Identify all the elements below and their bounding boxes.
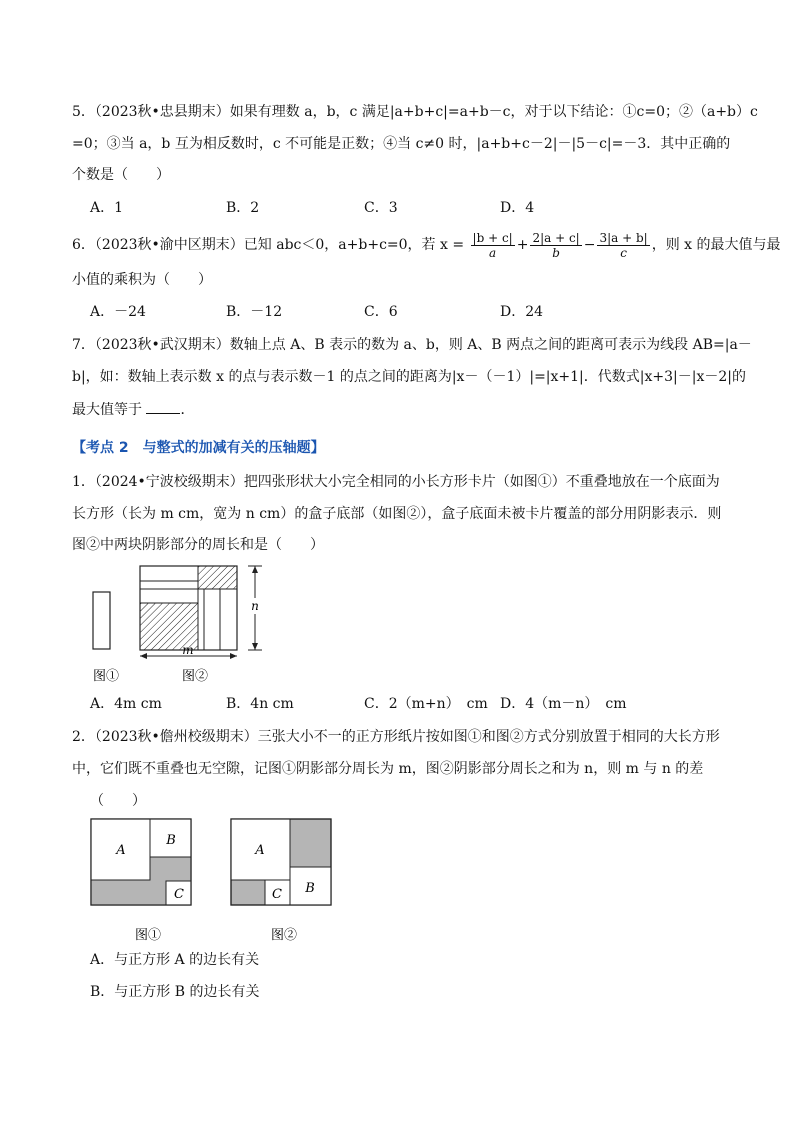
q5-option-d[interactable]: D．4 xyxy=(500,200,535,216)
p2-fig2-caption: 图② xyxy=(270,928,298,943)
q6-line-2: 小值的乘积为（ ） xyxy=(72,272,212,288)
p1-figure xyxy=(80,558,280,690)
p1-line-2: 长方形（长为 m cm，宽为 n cm）的盒子底部（如图②），盒子底面未被卡片覆盖的部分用阴影表示．则 xyxy=(72,506,722,522)
p1-card-rect xyxy=(93,592,110,649)
p2-fig1-label-a: A xyxy=(116,843,126,858)
q5-line-1: 5．（2023秋•忠县期末）如果有理数 a，b，c 满足|a+b+c|=a+b－c，对于以下结论：①c=0；②（a+b）c xyxy=(72,104,758,120)
q6-plus-sign: + xyxy=(516,237,529,253)
p1-option-a[interactable]: A．4m cm xyxy=(90,696,162,712)
p2-option-a[interactable]: A．与正方形 A 的边长有关 xyxy=(90,952,260,968)
q7-line-2: b|，如：数轴上表示数 x 的点与表示数－1 的点之间的距离为|x－（－1）|=|x+1|．代数式|x+3|－|x－2|的 xyxy=(72,369,746,385)
q7-answer-blank[interactable] xyxy=(146,399,180,414)
p1-option-c[interactable]: C．2（m+n） cm xyxy=(364,696,488,712)
p2-line-2: 中，它们既不重叠也无空隙，记图①阴影部分周长为 m，图②阴影部分周长之和为 n，则 m 与 n 的差 xyxy=(72,761,704,777)
p1-fig2-caption: 图② xyxy=(182,669,209,684)
p1-line-1: 1．（2024•宁波校级期末）把四张形状大小完全相同的小长方形卡片（如图①）不重叠地放在一个底面为 xyxy=(72,474,720,490)
p1-option-b[interactable]: B．4n cm xyxy=(226,696,294,712)
p1-label-m: m xyxy=(182,643,194,657)
p1-line-3: 图②中两块阴影部分的周长和是（ ） xyxy=(72,537,324,553)
p2-fig2-label-b: B xyxy=(305,881,315,896)
p2-fig2-label-a: A xyxy=(255,843,265,858)
p2-fig1-label-c: C xyxy=(174,887,184,902)
q6-option-a[interactable]: A．－24 xyxy=(90,304,146,320)
section-title: 【考点 2 与整式的加减有关的压轴题】 xyxy=(72,440,325,456)
q6-line-1 xyxy=(72,228,781,262)
p2-line-1: 2．（2023秋•儋州校级期末）三张大小不一的正方形纸片按如图①和图②方式分别放置于相同的大长方形 xyxy=(72,729,720,745)
p2-line-3: （ ） xyxy=(90,793,146,809)
q6-line-1-suffix: ，则 x 的最大值与最 xyxy=(651,237,781,253)
q6-minus-sign: − xyxy=(583,237,596,253)
q6-option-b[interactable]: B．－12 xyxy=(226,304,283,320)
q7-line-1: 7．（2023秋•武汉期末）数轴上点 A、B 表示的数为 a、b，则 A、B 两点之间的距离可表示为线段 AB=|a－ xyxy=(72,337,752,353)
q6-frac2-numerator: 2|a + c| xyxy=(532,230,580,245)
q5-line-2: =0；③当 a，b 互为相反数时，c 不可能是正数；④当 c≠0 时，|a+b+c－2|－|5－c|=－3．其中正确的 xyxy=(72,136,731,152)
q7-line-3-prefix: 最大值等于 xyxy=(72,402,142,418)
p2-option-b[interactable]: B．与正方形 B 的边长有关 xyxy=(90,984,260,1000)
q6-frac3-numerator: 3|a + b| xyxy=(599,230,648,245)
q6-frac3-denominator: c xyxy=(620,245,627,260)
q6-fraction-1 xyxy=(471,231,515,260)
q6-frac1-numerator: |b + c| xyxy=(472,230,513,245)
q6-frac1-denominator: a xyxy=(489,245,497,260)
q5-option-c[interactable]: C．3 xyxy=(364,200,398,216)
q7-line-3 xyxy=(72,399,194,420)
p1-label-n: n xyxy=(251,599,259,613)
q7-line-3-suffix: ． xyxy=(180,402,195,418)
q6-frac2-denominator: b xyxy=(552,245,560,260)
q5-option-a[interactable]: A．1 xyxy=(90,200,124,216)
q5-option-b[interactable]: B．2 xyxy=(226,200,260,216)
q6-line-1-prefix: 6．（2023秋•渝中区期末）已知 abc＜0，a+b+c=0，若 x = xyxy=(72,237,465,253)
q6-fraction-2 xyxy=(530,231,581,260)
p1-shaded-region-top xyxy=(198,566,237,589)
p2-figures xyxy=(88,815,338,945)
q6-option-c[interactable]: C．6 xyxy=(364,304,398,320)
q5-line-3: 个数是（ ） xyxy=(72,167,170,183)
p1-option-d[interactable]: D．4（m－n） cm xyxy=(500,696,627,712)
p1-fig1-caption: 图① xyxy=(93,669,120,684)
q6-option-d[interactable]: D．24 xyxy=(500,304,544,320)
p2-fig1-label-b: B xyxy=(166,833,176,848)
p2-fig1-caption: 图① xyxy=(134,928,162,943)
p2-fig2-label-c: C xyxy=(272,887,282,902)
q6-fraction-3 xyxy=(597,231,649,260)
